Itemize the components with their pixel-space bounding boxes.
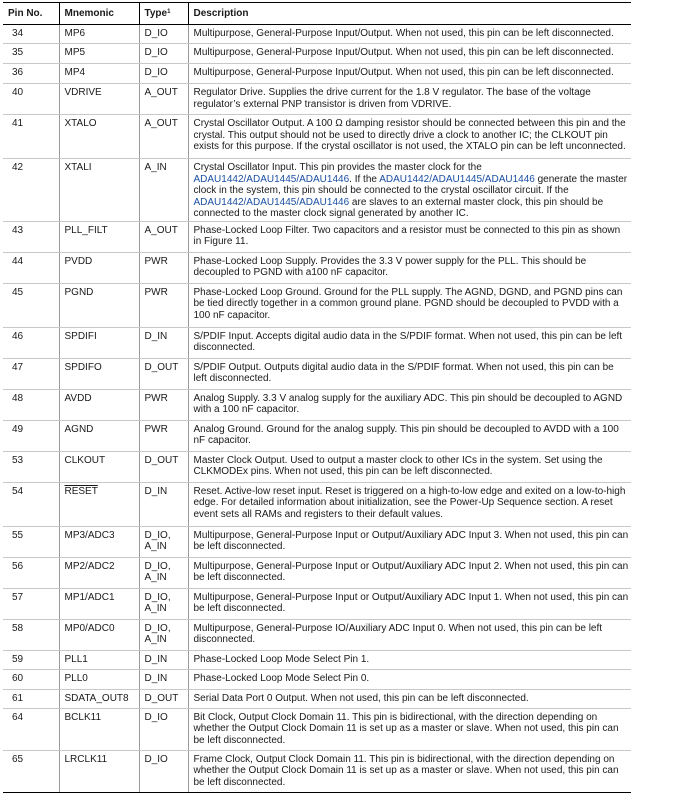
- table-row: [3, 283, 631, 327]
- pin-mnemonic: MP3/ADC3: [59, 526, 139, 557]
- pin-mnemonic: SPDIFO: [59, 358, 139, 389]
- pin-mnemonic: MP2/ADC2: [59, 557, 139, 588]
- pin-mnemonic: MP5: [59, 44, 139, 64]
- pin-description: Analog Ground. Ground for the analog supply. This pin should be decoupled to AVDD with a 100 nF capacitor.: [188, 420, 631, 451]
- pin-number: 65: [3, 750, 59, 792]
- pin-type: PWR: [139, 389, 188, 420]
- header-description: Description: [188, 3, 631, 25]
- table-row: [3, 451, 631, 482]
- pin-type: D_IO: [139, 64, 188, 84]
- pin-type: D_IN: [139, 669, 188, 689]
- desc-text: generate the master clock in the system, this pin should be connected to the crystal oscillator circuit. If the: [193, 173, 628, 196]
- pin-mnemonic: MP4: [59, 64, 139, 84]
- pin-type: [139, 557, 188, 588]
- pin-number: 45: [3, 283, 59, 327]
- header-type: [139, 3, 188, 25]
- pin-description: Crystal Oscillator Output. A 100 Ω damping resistor should be connected between this pin and the crystal. This output should not be used to directly drive a clock to another IC; the CLKOUT pin exists for this purpose. If the crystal oscillator is not used, the XTALO pin can be left unconnected.: [188, 115, 631, 159]
- pin-description: Regulator Drive. Supplies the drive current for the 1.8 V regulator. The base of the voltage regulator’s external PNP transistor is driven from VDRIVE.: [188, 84, 631, 115]
- pin-type: D_OUT: [139, 689, 188, 708]
- pin-type: PWR: [139, 420, 188, 451]
- desc-text: . If the: [349, 173, 380, 185]
- pin-mnemonic: CLKOUT: [59, 451, 139, 482]
- pin-mnemonic: LRCLK11: [59, 750, 139, 792]
- table-row: [3, 64, 631, 84]
- pin-mnemonic: VDRIVE: [59, 84, 139, 115]
- pin-mnemonic: PLL1: [59, 650, 139, 669]
- pin-description: Frame Clock, Output Clock Domain 11. This pin is bidirectional, with the direction depending on whether the Output Clock Domain 11 is set up as a master or slave. When not used, this pin can be left disconnected.: [188, 750, 631, 792]
- pin-type-line: A_IN: [144, 572, 167, 583]
- table-row: [3, 159, 631, 222]
- pin-number: 35: [3, 44, 59, 64]
- pin-number: 59: [3, 650, 59, 669]
- table-row: [3, 221, 631, 252]
- pin-description: Master Clock Output. Used to output a master clock to other ICs in the system. Set using the CLKMODEx pins. When not used, this pin can be left disconnected.: [188, 451, 631, 482]
- table-row: [3, 25, 631, 44]
- pin-description: Multipurpose, General-Purpose Input or Output/Auxiliary ADC Input 2. When not used, this pin can be left disconnected.: [188, 557, 631, 588]
- pin-number: 42: [3, 159, 59, 222]
- table-row: [3, 588, 631, 619]
- pin-type: A_OUT: [139, 84, 188, 115]
- part-number-link[interactable]: ADAU1442/ADAU1445/ADAU1446: [193, 196, 350, 208]
- table-row: [3, 84, 631, 115]
- pin-number: 47: [3, 358, 59, 389]
- pin-number: 64: [3, 708, 59, 750]
- table-row: [3, 327, 631, 358]
- pin-mnemonic: MP6: [59, 25, 139, 44]
- pin-type: [139, 619, 188, 650]
- pin-type: D_IN: [139, 650, 188, 669]
- table-row: [3, 44, 631, 64]
- pin-description: Phase-Locked Loop Filter. Two capacitors and a resistor must be connected to this pin as shown in Figure 11.: [188, 221, 631, 252]
- table-row: [3, 669, 631, 689]
- pin-number: 55: [3, 526, 59, 557]
- part-number-link[interactable]: ADAU1442/ADAU1445/ADAU1446: [379, 173, 535, 185]
- table-row: [3, 750, 631, 792]
- pin-mnemonic: AGND: [59, 420, 139, 451]
- pin-description: Serial Data Port 0 Output. When not used, this pin can be left disconnected.: [188, 689, 631, 708]
- table-row: [3, 252, 631, 283]
- pin-mnemonic: XTALI: [59, 159, 139, 222]
- table-row: [3, 526, 631, 557]
- table-header-row: [3, 3, 631, 25]
- pin-type: A_IN: [139, 159, 188, 222]
- desc-text: are slaves to an external master clock, this pin should be connected to the master clock signal generated by another IC.: [193, 196, 604, 219]
- pin-number: 34: [3, 25, 59, 44]
- table-row: [3, 708, 631, 750]
- header-mnemonic: Mnemonic: [59, 3, 139, 25]
- pin-description: Multipurpose, General-Purpose Input or Output/Auxiliary ADC Input 1. When not used, this pin can be left disconnected.: [188, 588, 631, 619]
- pin-description: Multipurpose, General-Purpose Input or Output/Auxiliary ADC Input 3. When not used, this pin can be left disconnected.: [188, 526, 631, 557]
- pin-number: 40: [3, 84, 59, 115]
- pin-description: Reset. Active-low reset input. Reset is triggered on a high-to-low edge and exited on a low-to-high edge. For detailed information about initialization, see the Power-Up Sequence section. A reset event sets all RAMs and registers to their default values.: [188, 482, 631, 526]
- pin-number: 36: [3, 64, 59, 84]
- pin-number: 41: [3, 115, 59, 159]
- pin-mnemonic: PGND: [59, 283, 139, 327]
- pin-type: D_IN: [139, 482, 188, 526]
- table-row: [3, 115, 631, 159]
- pin-number: 53: [3, 451, 59, 482]
- pin-mnemonic: PLL0: [59, 669, 139, 689]
- header-type-label: Type: [144, 7, 168, 19]
- pin-description: Multipurpose, General-Purpose Input/Output. When not used, this pin can be left disconnected.: [188, 25, 631, 44]
- pin-mnemonic: XTALO: [59, 115, 139, 159]
- table-row: [3, 557, 631, 588]
- type-footnote-mark: 1: [167, 8, 171, 15]
- table-row: [3, 650, 631, 669]
- pin-number: 57: [3, 588, 59, 619]
- pin-description: Multipurpose, General-Purpose IO/Auxiliary ADC Input 0. When not used, this pin can be left disconnected.: [188, 619, 631, 650]
- pin-type: D_IO: [139, 44, 188, 64]
- pin-type-line: A_IN: [144, 634, 167, 645]
- desc-text: Crystal Oscillator Input. This pin provides the master clock for the: [193, 162, 482, 173]
- pin-type-line: D_IO,: [144, 591, 171, 603]
- pin-number: 56: [3, 557, 59, 588]
- pin-type-line: A_IN: [144, 541, 167, 552]
- pin-type: [139, 526, 188, 557]
- pin-type-line: D_IO,: [144, 529, 171, 541]
- pin-description: Multipurpose, General-Purpose Input/Output. When not used, this pin can be left disconnected.: [188, 64, 631, 84]
- pin-description: [188, 159, 631, 222]
- pin-mnemonic: [59, 482, 139, 526]
- pin-type: D_OUT: [139, 451, 188, 482]
- pin-type: PWR: [139, 283, 188, 327]
- pin-type: D_IN: [139, 327, 188, 358]
- pin-description: Bit Clock, Output Clock Domain 11. This pin is bidirectional, with the direction depending on whether the Output Clock Domain 11 is set up as a master or slave. When not used, this pin can be left disconnected.: [188, 708, 631, 750]
- pin-number: 54: [3, 482, 59, 526]
- header-pin-no: Pin No.: [3, 3, 59, 25]
- pin-number: 44: [3, 252, 59, 283]
- table-row: [3, 358, 631, 389]
- pin-type-line: D_IO,: [144, 560, 171, 572]
- pin-mnemonic: SPDIFI: [59, 327, 139, 358]
- pin-type: PWR: [139, 252, 188, 283]
- pin-number: 60: [3, 669, 59, 689]
- pin-mnemonic: MP1/ADC1: [59, 588, 139, 619]
- pin-type: D_OUT: [139, 358, 188, 389]
- pin-description: S/PDIF Input. Accepts digital audio data in the S/PDIF format. When not used, this pin can be left disconnected.: [188, 327, 631, 358]
- table-row: [3, 619, 631, 650]
- pin-description: S/PDIF Output. Outputs digital audio data in the S/PDIF format. When not used, this pin can be left disconnected.: [188, 358, 631, 389]
- pin-description: Multipurpose, General-Purpose Input/Output. When not used, this pin can be left disconnected.: [188, 44, 631, 64]
- pin-description: Phase-Locked Loop Supply. Provides the 3.3 V power supply for the PLL. This should be decoupled to PGND with a100 nF capacitor.: [188, 252, 631, 283]
- table-row: [3, 389, 631, 420]
- reset-mnemonic-overbar: RESET: [64, 485, 98, 497]
- pin-type: D_IO: [139, 25, 188, 44]
- pin-mnemonic: MP0/ADC0: [59, 619, 139, 650]
- pin-description: Analog Supply. 3.3 V analog supply for the auxiliary ADC. This pin should be decoupled to AGND with a 100 nF capacitor.: [188, 389, 631, 420]
- pin-type-line: A_IN: [144, 603, 167, 614]
- pin-description: Phase-Locked Loop Mode Select Pin 1.: [188, 650, 631, 669]
- pin-description: Phase-Locked Loop Mode Select Pin 0.: [188, 669, 631, 689]
- pin-function-table: [3, 2, 631, 793]
- pin-type: A_OUT: [139, 115, 188, 159]
- pin-number: 48: [3, 389, 59, 420]
- pin-type: A_OUT: [139, 221, 188, 252]
- pin-mnemonic: PVDD: [59, 252, 139, 283]
- table-row: [3, 420, 631, 451]
- pin-description: Phase-Locked Loop Ground. Ground for the PLL supply. The AGND, DGND, and PGND pins can be tied directly together in a common ground plane. PGND should be decoupled to PVDD with a 100 nF capacitor.: [188, 283, 631, 327]
- pin-number: 43: [3, 221, 59, 252]
- part-number-link[interactable]: ADAU1442/ADAU1445/ADAU1446: [193, 173, 350, 185]
- table-row: [3, 482, 631, 526]
- table-row: [3, 689, 631, 708]
- pin-number: 49: [3, 420, 59, 451]
- pin-number: 61: [3, 689, 59, 708]
- pin-mnemonic: PLL_FILT: [59, 221, 139, 252]
- pin-type: [139, 588, 188, 619]
- pin-type: D_IO: [139, 750, 188, 792]
- pin-type: D_IO: [139, 708, 188, 750]
- pin-type-line: D_IO,: [144, 622, 171, 634]
- pin-mnemonic: SDATA_OUT8: [59, 689, 139, 708]
- pin-mnemonic: AVDD: [59, 389, 139, 420]
- pin-number: 46: [3, 327, 59, 358]
- pin-number: 58: [3, 619, 59, 650]
- pin-mnemonic: BCLK11: [59, 708, 139, 750]
